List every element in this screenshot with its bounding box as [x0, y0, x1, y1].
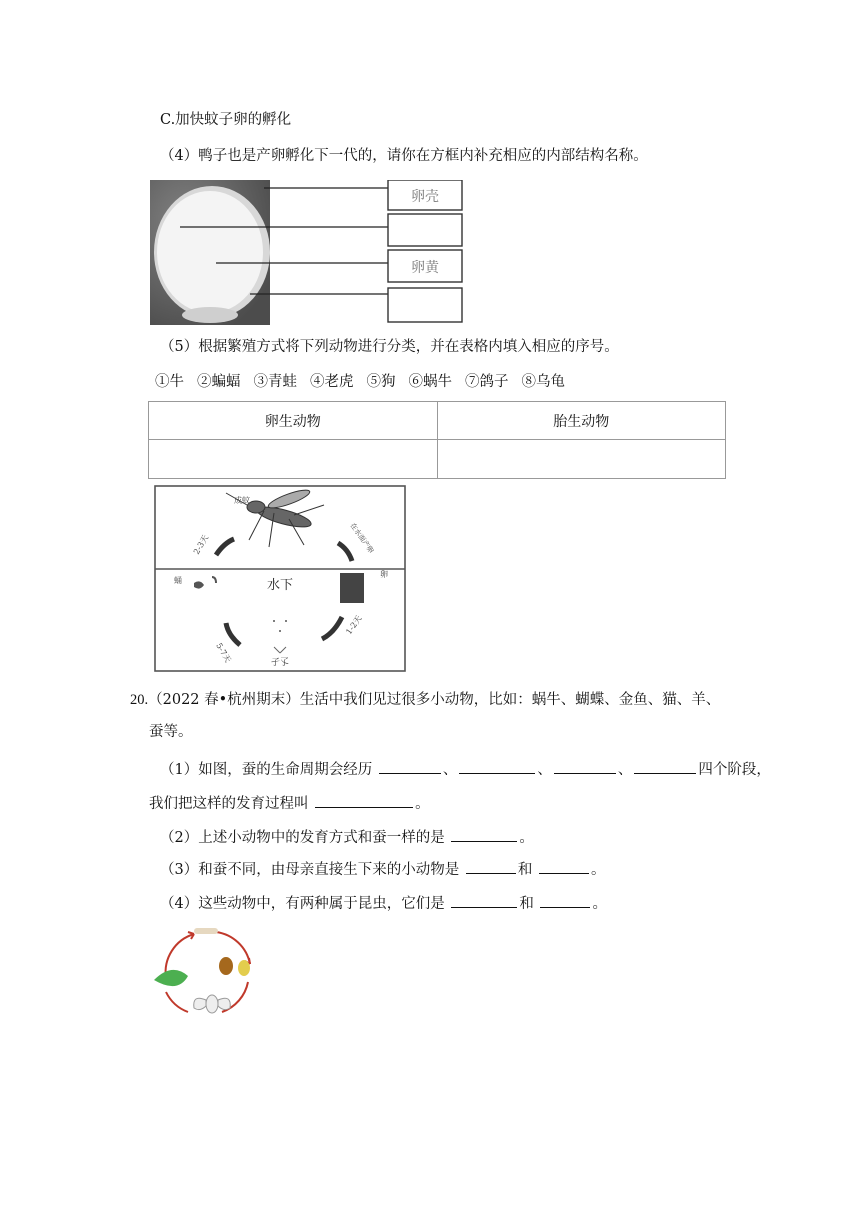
- conjunction: 和: [517, 862, 533, 878]
- egg-label-yolk: 卵黄: [411, 260, 439, 276]
- mosquito-life-cycle-figure: [154, 485, 406, 672]
- reproduction-table: [148, 401, 726, 479]
- cocoon-icon: [219, 957, 233, 975]
- question-20-stem-cont: 蚕等。: [149, 724, 193, 740]
- table-cell-viviparous-answer[interactable]: [437, 440, 726, 479]
- silk-cocoon-icon: [238, 960, 250, 976]
- question-20-stem: [130, 690, 720, 710]
- animal-option: ⑧乌龟: [521, 374, 565, 390]
- silkworm-larva-icon: [194, 928, 218, 934]
- animal-option: ②蝙蝠: [197, 374, 241, 390]
- sub-question-3: [160, 858, 605, 880]
- animal-option: ⑦鸽子: [465, 374, 509, 390]
- sub-question-1-text: （1）如图，蚕的生命周期会经历: [160, 762, 373, 778]
- separator: 、: [537, 762, 552, 778]
- duck-egg-structure-figure: [150, 180, 464, 325]
- stage-label-larva: 孑孓: [270, 658, 290, 668]
- answer-blank[interactable]: [540, 892, 590, 908]
- conjunction: 和: [519, 896, 534, 912]
- answer-blank[interactable]: [554, 758, 616, 774]
- answer-blank[interactable]: [539, 858, 589, 874]
- period: 。: [592, 896, 607, 912]
- egg-label-shell: 卵壳: [411, 189, 439, 205]
- sub-question-2-text: （2）上述小动物中的发育方式和蚕一样的是: [160, 830, 445, 846]
- animal-option: ⑤狗: [366, 374, 396, 390]
- option-c: C.加快蚊子卵的孵化: [160, 112, 292, 128]
- question-number: 20.: [130, 692, 149, 708]
- animal-option: ③青蛙: [253, 374, 297, 390]
- sub-question-1-cont: [149, 792, 430, 814]
- animal-option: ⑥蜗牛: [408, 374, 452, 390]
- sub-question-1-text-2: 我们把这样的发育过程叫: [149, 796, 309, 812]
- days-label-top-left: 2-3天: [191, 533, 211, 556]
- sub-question-1-suffix: 四个阶段，: [698, 762, 771, 778]
- answer-blank[interactable]: [315, 792, 413, 808]
- egg-label-box-2: [388, 214, 462, 246]
- answer-blank[interactable]: [466, 858, 516, 874]
- period: 。: [519, 830, 534, 846]
- sub-question-4-text: （4）这些动物中，有两种属于昆虫，它们是: [160, 896, 445, 912]
- question-stem-text: 生活中我们见过很多小动物，比如：蜗牛、蝴蝶、金鱼、猫、羊、: [299, 692, 721, 708]
- question-source: （2022 春•杭州期末）: [148, 692, 300, 708]
- animal-option: ④老虎: [310, 374, 354, 390]
- period: 。: [590, 862, 606, 878]
- table-header-viviparous: 胎生动物: [437, 402, 726, 440]
- answer-blank[interactable]: [379, 758, 441, 774]
- table-header-oviparous: 卵生动物: [149, 402, 438, 440]
- question-4: （4）鸭子也是产卵孵化下一代的，请你在方框内补充相应的内部结构名称。: [160, 148, 648, 164]
- table-cell-oviparous-answer[interactable]: [149, 440, 438, 479]
- answer-blank[interactable]: [451, 826, 517, 842]
- stage-label-adult: 成蚊: [234, 496, 250, 505]
- separator: 、: [617, 762, 633, 778]
- answer-blank[interactable]: [451, 892, 517, 908]
- stage-label-lay-eggs: 在水面产卵: [348, 521, 375, 555]
- sub-question-2: [160, 826, 534, 848]
- period: 。: [415, 796, 430, 812]
- egg-raft-icon: [340, 573, 364, 603]
- animal-option: ①牛: [155, 374, 184, 390]
- stage-label-egg: 卵: [380, 570, 388, 579]
- water-label: 水下: [266, 578, 294, 593]
- animal-list: [155, 372, 578, 392]
- silkworm-life-cycle-figure: [148, 920, 263, 1020]
- separator: 、: [442, 762, 458, 778]
- answer-blank[interactable]: [459, 758, 535, 774]
- egg-white: [157, 191, 263, 313]
- stage-label-pupa: 蛹: [174, 576, 182, 585]
- answer-blank[interactable]: [634, 758, 696, 774]
- egg-label-box-4: [388, 288, 462, 322]
- sub-question-3-text: （3）和蚕不同，由母亲直接生下来的小动物是: [160, 862, 460, 878]
- question-5: （5）根据繁殖方式将下列动物进行分类，并在表格内填入相应的序号。: [160, 339, 619, 355]
- days-label-bottom-left: 5-7天: [214, 641, 233, 665]
- sub-question-4: [160, 892, 607, 914]
- mulberry-leaf-icon: [154, 970, 188, 986]
- sub-question-1: [160, 758, 771, 780]
- days-label-bottom-right: 1-2天: [344, 613, 364, 637]
